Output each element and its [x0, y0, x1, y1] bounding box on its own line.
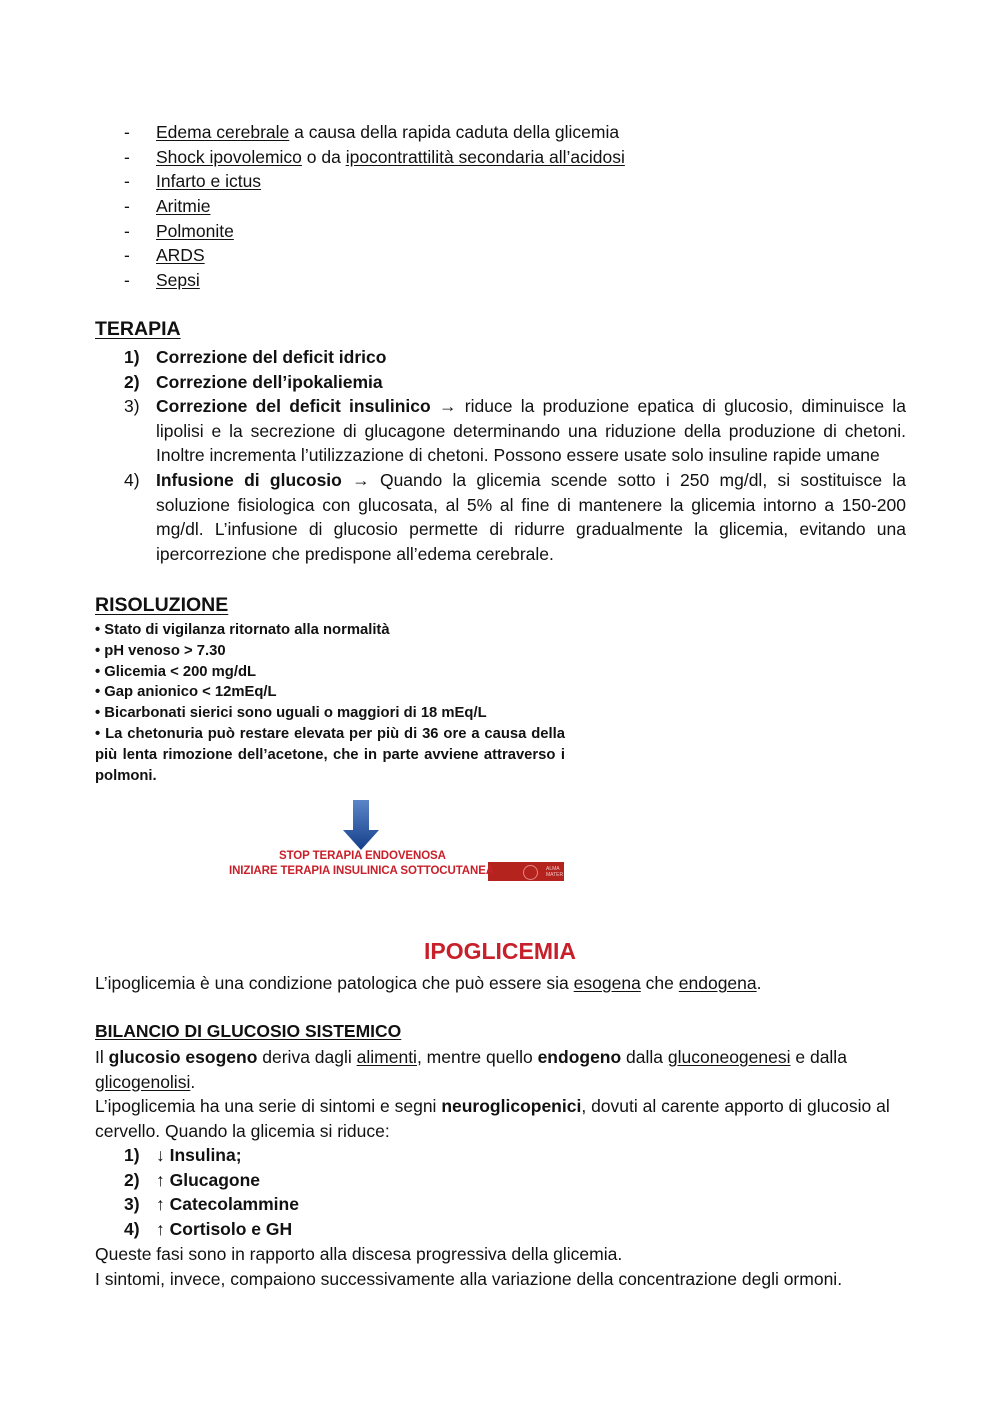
list-item: 2) ↑ Glucagone [124, 1169, 261, 1190]
section-title: IPOGLICEMIA [423, 938, 577, 964]
complications-list [124, 120, 625, 293]
ipoglicemia-intro: L’ipoglicemia è una condizione patologica che può essere sia esogena che endogena. [95, 973, 762, 993]
terapia-list [124, 345, 906, 566]
symptoms-paragraph: L’ipoglicemia ha una serie di sintomi e segni neuroglicopenici, dovuti al carente apporto di glucosio al cervello. Quando la glicemia si riduce: [95, 1096, 890, 1141]
list-item: 4) Infusione di glucosio → Quando la glicemia scende sotto i 250 mg/dl, si sostituisce la soluzione fisiologica con glucosata, al 5% al fine di mantenere la glicemia intorno a 150-200 mg/dl. L’infusione di glucosio permette di ridurre gradualmente la glicemia, evitando una ipercorrezione che predispone all’edema cerebrale. [124, 469, 907, 564]
complication-term: Shock ipovolemico [156, 146, 302, 167]
list-item: - Sepsi [124, 268, 625, 293]
complication-term: Infarto e ictus [156, 171, 262, 192]
complication-term: Aritmie [156, 196, 211, 217]
criteria-item: • Glicemia < 200 mg/dL [95, 663, 257, 680]
list-item: 3) Correzione del deficit insulinico → riduce la produzione epatica di glucosio, diminuisce la lipolisi e la secrezione di glucagone determinando una riduzione della produzione di chetoni. Inoltre incrementa l’utilizzazione di chetoni. Possono essere usate solo insuline rapide umane [124, 396, 907, 466]
list-item: 3) ↑ Catecolammine [124, 1194, 299, 1215]
complication-term: ARDS [156, 245, 205, 266]
arrow-right-icon: → [341, 469, 380, 490]
start-subcutaneous-insulin-label: INIZIARE TERAPIA INSULINICA SOTTOCUTANEA [229, 865, 494, 877]
onset-paragraph: I sintomi, invece, compaiono successivamente alla variazione della concentrazione degli ormoni. [95, 1269, 843, 1289]
criteria-item: • pH venoso > 7.30 [95, 642, 226, 659]
list-item: - Edema cerebrale a causa della rapida caduta della glicemia [124, 122, 620, 142]
criteria-item: • Gap anionico < 12mEq/L [95, 684, 277, 701]
complication-term: Edema cerebrale [156, 122, 290, 142]
arrow-down-icon [343, 800, 379, 850]
bilancio-paragraph: Il glucosio esogeno deriva dagli alimenti, mentre quello endogeno dalla gluconeogenesi e dalla glicogenolisi. [95, 1047, 847, 1092]
list-item: - ARDS [124, 243, 625, 268]
complication-term: Polmonite [156, 220, 234, 241]
list-item: 1) Correzione del deficit idrico [124, 347, 387, 367]
criteria-item: • Bicarbonati sierici sono uguali o maggiori di 18 mEq/L [95, 705, 487, 722]
terapia-heading: TERAPIA [95, 318, 181, 340]
seal-icon [523, 865, 538, 880]
criteria-item: • La chetonuria può restare elevata per più di 36 ore a causa della più lenta rimozione dell’acetone, che in parte avviene attraverso i polmoni. [95, 725, 565, 784]
criteria-item: • Stato di vigilanza ritornato alla normalità [95, 622, 390, 638]
risoluzione-criteria [95, 620, 565, 885]
complication-term: ipocontrattilità secondaria all’acidosi [345, 146, 625, 167]
list-item: 2) Correzione dell’ipokaliemia [124, 371, 383, 392]
stop-iv-therapy-label: STOP TERAPIA ENDOVENOSA [279, 850, 446, 862]
list-item: - Shock ipovolemico o da ipocontrattilità secondaria all’acidosi [124, 146, 625, 167]
list-item: - Infarto e ictus [124, 169, 625, 194]
complication-term: Sepsi [156, 270, 200, 291]
arrow-right-icon: → [430, 396, 465, 417]
risoluzione-heading: RISOLUZIONE [95, 594, 229, 616]
list-item: - Aritmie [124, 194, 625, 219]
list-item: 4) ↑ Cortisolo e GH [124, 1219, 293, 1240]
list-item: 1) ↓ Insulina; [124, 1145, 242, 1165]
seal-text: ALMA MATER [546, 866, 564, 878]
phases-paragraph: Queste fasi sono in rapporto alla discesa progressiva della glicemia. [95, 1244, 623, 1264]
list-item: - Polmonite [124, 219, 625, 244]
bilancio-heading: BILANCIO DI GLUCOSIO SISTEMICO [95, 1021, 402, 1041]
hormone-response-list [124, 1143, 299, 1242]
